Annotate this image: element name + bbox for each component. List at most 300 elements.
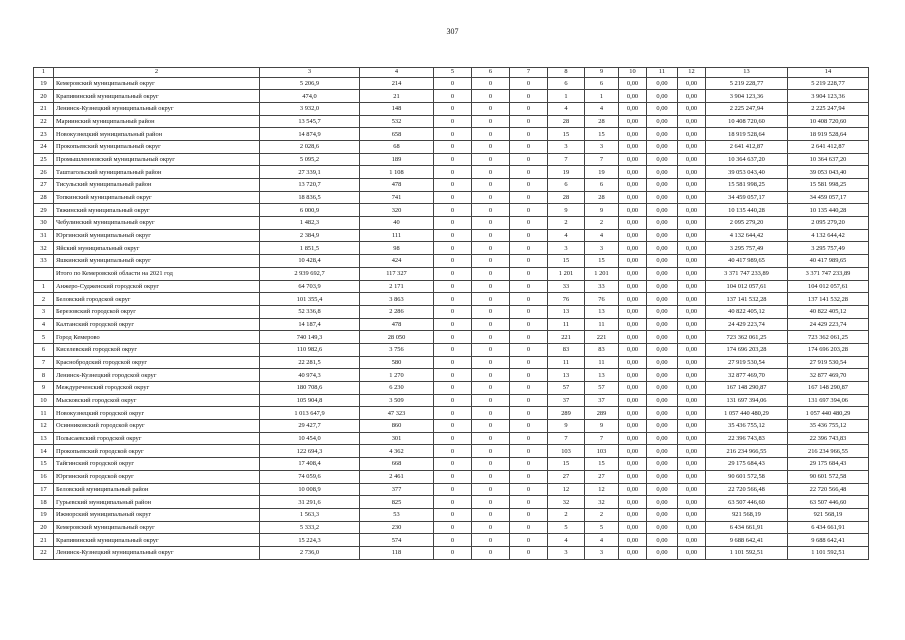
table-row (34, 508, 869, 521)
table-cell: 11 (548, 356, 585, 369)
table-cell: 40 822 405,12 (788, 305, 869, 318)
table-cell: 0 (510, 115, 548, 128)
table-cell: 0 (434, 90, 472, 103)
row-name-cell: Топкинский муниципальный округ (54, 191, 260, 204)
table-cell: 0,00 (678, 77, 706, 90)
table-cell: 0,00 (619, 382, 647, 395)
table-cell: 5 206,9 (260, 77, 360, 90)
table-cell: 0,00 (678, 458, 706, 471)
table-cell: 0,00 (619, 153, 647, 166)
table-cell: 98 (360, 242, 434, 255)
row-name-cell: Ленинск-Кузнецкий муниципальный округ (54, 546, 260, 559)
table-cell: 474,0 (260, 90, 360, 103)
table-cell: 2 939 692,7 (260, 267, 360, 280)
table-cell: 137 141 532,28 (788, 293, 869, 306)
table-cell: 29 175 684,43 (706, 458, 788, 471)
row-name-cell: Мариинский муниципальный район (54, 115, 260, 128)
table-cell: 9 688 642,41 (706, 534, 788, 547)
table-cell: 0,00 (678, 191, 706, 204)
row-number-cell: 33 (34, 255, 54, 268)
row-name-cell: Ленинск-Кузнецкий муниципальный округ (54, 102, 260, 115)
row-number-cell: 12 (34, 420, 54, 433)
table-cell: 0,00 (647, 102, 678, 115)
table-cell: 0,00 (647, 356, 678, 369)
row-name-cell: Тисульский муниципальный район (54, 179, 260, 192)
table-cell: 0,00 (678, 153, 706, 166)
table-cell: 40 417 989,65 (706, 255, 788, 268)
table-row (34, 153, 869, 166)
table-cell: 3 904 123,36 (706, 90, 788, 103)
table-cell: 27 919 530,54 (788, 356, 869, 369)
row-name-cell: Крапивинский муниципальный округ (54, 90, 260, 103)
table-cell: 57 (585, 382, 619, 395)
table-cell: 4 (548, 102, 585, 115)
row-number-cell: 6 (34, 343, 54, 356)
table-cell: 740 149,3 (260, 331, 360, 344)
table-cell: 289 (585, 407, 619, 420)
table-cell: 3 371 747 233,89 (706, 267, 788, 280)
table-cell: 10 428,4 (260, 255, 360, 268)
table-cell: 0 (472, 140, 510, 153)
table-cell: 532 (360, 115, 434, 128)
table-cell: 0,00 (678, 305, 706, 318)
row-name-cell: Таштагольский муниципальный район (54, 166, 260, 179)
table-cell: 0 (434, 420, 472, 433)
table-cell: 3 (585, 242, 619, 255)
table-cell: 105 904,8 (260, 394, 360, 407)
table-cell: 0,00 (647, 394, 678, 407)
table-cell: 3 (548, 546, 585, 559)
table-cell: 0,00 (678, 267, 706, 280)
table-cell: 0 (434, 255, 472, 268)
table-cell: 0,00 (678, 382, 706, 395)
table-cell: 0,00 (619, 445, 647, 458)
table-cell: 0 (510, 331, 548, 344)
table-cell: 6 (585, 179, 619, 192)
row-number-cell: 21 (34, 102, 54, 115)
table-row (34, 191, 869, 204)
table-cell: 18 919 528,64 (706, 128, 788, 141)
table-cell: 0,00 (647, 382, 678, 395)
table-cell: 15 581 998,25 (706, 179, 788, 192)
table-cell: 0,00 (619, 546, 647, 559)
table-cell: 0,00 (647, 458, 678, 471)
table-cell: 118 (360, 546, 434, 559)
table-row (34, 356, 869, 369)
table-cell: 289 (548, 407, 585, 420)
table-cell: 0,00 (678, 343, 706, 356)
table-cell: 424 (360, 255, 434, 268)
table-cell: 0 (434, 508, 472, 521)
table-cell: 3 (585, 140, 619, 153)
table-cell: 7 (548, 153, 585, 166)
row-number-cell: 25 (34, 153, 54, 166)
table-cell: 6 434 661,91 (706, 521, 788, 534)
table-cell: 31 291,6 (260, 496, 360, 509)
table-cell: 37 (585, 394, 619, 407)
table-cell: 0 (472, 267, 510, 280)
table-cell: 0 (472, 407, 510, 420)
table-cell: 0 (472, 229, 510, 242)
row-name-cell: Новокузнецкий муниципальный район (54, 128, 260, 141)
table-cell: 0 (510, 191, 548, 204)
table-cell: 0 (510, 166, 548, 179)
table-cell: 12 (585, 483, 619, 496)
table-cell: 3 932,0 (260, 102, 360, 115)
table-cell: 15 (585, 458, 619, 471)
table-cell: 0,00 (647, 534, 678, 547)
table-row (34, 382, 869, 395)
table-cell: 0,00 (647, 191, 678, 204)
table-cell: 63 507 446,60 (706, 496, 788, 509)
table-cell: 18 919 528,64 (788, 128, 869, 141)
table-cell: 0,00 (678, 115, 706, 128)
row-number-cell: 9 (34, 382, 54, 395)
table-cell: 47 323 (360, 407, 434, 420)
row-name-cell: Прокопьевский городской округ (54, 445, 260, 458)
column-header: 10 (619, 68, 647, 78)
table-row (34, 179, 869, 192)
table-cell: 7 (585, 153, 619, 166)
table-cell: 0,00 (619, 293, 647, 306)
table-cell: 0,00 (647, 318, 678, 331)
table-cell: 658 (360, 128, 434, 141)
table-cell: 0,00 (647, 483, 678, 496)
table-cell: 22 281,5 (260, 356, 360, 369)
table-cell: 1 270 (360, 369, 434, 382)
table-cell: 2 384,9 (260, 229, 360, 242)
table-cell: 10 008,9 (260, 483, 360, 496)
table-cell: 0,00 (678, 420, 706, 433)
table-cell: 0,00 (647, 508, 678, 521)
table-row (34, 293, 869, 306)
table-row (34, 369, 869, 382)
table-row (34, 546, 869, 559)
table-cell: 0 (434, 204, 472, 217)
table-cell: 0,00 (619, 305, 647, 318)
row-name-cell: Ленинск-Кузнецкий городской округ (54, 369, 260, 382)
table-cell: 40 974,3 (260, 369, 360, 382)
table-cell: 2 (548, 508, 585, 521)
table-cell: 2 736,0 (260, 546, 360, 559)
table-cell: 0,00 (619, 369, 647, 382)
table-cell: 0 (472, 496, 510, 509)
table-row (34, 280, 869, 293)
table-cell: 2 461 (360, 470, 434, 483)
table-cell: 0 (472, 191, 510, 204)
table-cell: 216 234 966,55 (788, 445, 869, 458)
table-cell: 15 (585, 255, 619, 268)
table-cell: 5 (548, 521, 585, 534)
row-number-cell: 16 (34, 470, 54, 483)
table-cell: 3 295 757,49 (706, 242, 788, 255)
table-cell: 1 (585, 90, 619, 103)
table-cell: 0,00 (678, 432, 706, 445)
table-cell: 921 568,19 (706, 508, 788, 521)
table-row (34, 407, 869, 420)
table-cell: 0,00 (647, 242, 678, 255)
row-name-cell: Беловский городской округ (54, 293, 260, 306)
table-cell: 13 545,7 (260, 115, 360, 128)
table-cell: 110 982,6 (260, 343, 360, 356)
table-cell: 4 (585, 534, 619, 547)
table-cell: 0 (434, 394, 472, 407)
table-cell: 0,00 (619, 343, 647, 356)
table-cell: 6 230 (360, 382, 434, 395)
row-number-cell: 14 (34, 445, 54, 458)
table-cell: 0,00 (619, 204, 647, 217)
table-cell: 1 101 592,51 (788, 546, 869, 559)
table-cell: 723 362 061,25 (788, 331, 869, 344)
table-cell: 6 000,9 (260, 204, 360, 217)
table-row (34, 420, 869, 433)
table-row (34, 458, 869, 471)
table-cell: 33 (585, 280, 619, 293)
table-cell: 0 (472, 305, 510, 318)
table-cell: 174 696 203,28 (788, 343, 869, 356)
table-cell: 0 (510, 217, 548, 230)
table-cell: 0,00 (647, 470, 678, 483)
table-cell: 0 (472, 432, 510, 445)
row-number-cell: 10 (34, 394, 54, 407)
table-cell: 723 362 061,25 (706, 331, 788, 344)
table-cell: 0 (434, 293, 472, 306)
table-cell: 1 108 (360, 166, 434, 179)
column-header: 12 (678, 68, 706, 78)
row-number-cell: 30 (34, 217, 54, 230)
table-cell: 0 (434, 343, 472, 356)
table-cell: 0 (510, 432, 548, 445)
table-cell: 0 (434, 128, 472, 141)
table-cell: 32 (548, 496, 585, 509)
table-cell: 14 874,9 (260, 128, 360, 141)
table-cell: 0 (472, 255, 510, 268)
table-cell: 0 (434, 153, 472, 166)
table-cell: 19 (548, 166, 585, 179)
table-cell: 6 (585, 77, 619, 90)
row-name-cell: Кемеровский муниципальный округ (54, 77, 260, 90)
table-cell: 0 (510, 407, 548, 420)
table-cell: 3 (548, 140, 585, 153)
table-cell: 4 132 644,42 (788, 229, 869, 242)
table-cell: 0 (434, 407, 472, 420)
table-cell: 32 877 469,70 (788, 369, 869, 382)
table-row (34, 115, 869, 128)
table-cell: 0,00 (619, 166, 647, 179)
table-cell: 0 (472, 293, 510, 306)
table-cell: 39 053 043,40 (788, 166, 869, 179)
table-cell: 0 (434, 483, 472, 496)
table-cell: 0 (434, 179, 472, 192)
row-number-cell: 20 (34, 90, 54, 103)
table-cell: 22 720 566,48 (706, 483, 788, 496)
table-cell: 0,00 (647, 280, 678, 293)
table-cell: 83 (585, 343, 619, 356)
table-cell: 0 (472, 128, 510, 141)
table-cell: 0 (472, 242, 510, 255)
row-name-cell: Мысковский городской округ (54, 394, 260, 407)
table-cell: 0 (510, 470, 548, 483)
table-row (34, 90, 869, 103)
table-cell: 4 132 644,42 (706, 229, 788, 242)
row-number-cell: 22 (34, 115, 54, 128)
table-row (34, 534, 869, 547)
table-cell: 76 (585, 293, 619, 306)
table-cell: 0,00 (647, 204, 678, 217)
table-cell: 2 225 247,94 (788, 102, 869, 115)
table-row (34, 128, 869, 141)
table-cell: 0,00 (678, 331, 706, 344)
table-cell: 0,00 (619, 318, 647, 331)
table-cell: 0,00 (619, 534, 647, 547)
table-cell: 0 (472, 280, 510, 293)
table-cell: 1 013 647,9 (260, 407, 360, 420)
table-cell: 111 (360, 229, 434, 242)
table-cell: 1 201 (548, 267, 585, 280)
column-header: 2 (54, 68, 260, 78)
row-number-cell: 29 (34, 204, 54, 217)
table-cell: 0,00 (678, 90, 706, 103)
table-cell: 5 333,2 (260, 521, 360, 534)
table-cell: 0,00 (619, 191, 647, 204)
table-cell: 0,00 (678, 293, 706, 306)
table-cell: 0 (472, 166, 510, 179)
table-cell: 2 641 412,87 (788, 140, 869, 153)
column-header: 1 (34, 68, 54, 78)
table-cell: 131 697 394,06 (706, 394, 788, 407)
table-cell: 0,00 (619, 128, 647, 141)
table-cell: 5 095,2 (260, 153, 360, 166)
table-cell: 13 (548, 305, 585, 318)
table-cell: 0,00 (647, 445, 678, 458)
table-cell: 0,00 (619, 217, 647, 230)
row-number-cell: 17 (34, 483, 54, 496)
row-number-cell: 4 (34, 318, 54, 331)
row-name-cell: Междуреченский городской округ (54, 382, 260, 395)
table-row (34, 102, 869, 115)
table-cell: 137 141 532,28 (706, 293, 788, 306)
table-cell: 17 408,4 (260, 458, 360, 471)
table-cell: 0 (472, 90, 510, 103)
table-cell: 35 436 755,12 (706, 420, 788, 433)
table-cell: 0 (434, 546, 472, 559)
table-cell: 0,00 (678, 102, 706, 115)
row-name-cell: Березовский городской округ (54, 305, 260, 318)
table-cell: 40 (360, 217, 434, 230)
table-cell: 122 694,3 (260, 445, 360, 458)
table-cell: 0 (510, 420, 548, 433)
table-cell: 0 (472, 521, 510, 534)
table-cell: 0 (434, 331, 472, 344)
table-cell: 9 688 642,41 (788, 534, 869, 547)
table-cell: 27 919 530,54 (706, 356, 788, 369)
table-cell: 0,00 (619, 77, 647, 90)
table-cell: 3 509 (360, 394, 434, 407)
table-cell: 7 (548, 432, 585, 445)
table-cell: 0,00 (678, 546, 706, 559)
table-cell: 1 201 (585, 267, 619, 280)
table-cell: 0 (434, 305, 472, 318)
table-cell: 5 (585, 521, 619, 534)
table-cell: 221 (548, 331, 585, 344)
row-number-cell: 31 (34, 229, 54, 242)
row-name-cell: Яшкинский муниципальный округ (54, 255, 260, 268)
table-cell: 1 101 592,51 (706, 546, 788, 559)
column-header: 13 (706, 68, 788, 78)
table-cell: 2 641 412,87 (706, 140, 788, 153)
column-header: 14 (788, 68, 869, 78)
table-cell: 0,00 (647, 521, 678, 534)
table-cell: 0 (510, 382, 548, 395)
table-cell: 189 (360, 153, 434, 166)
table-cell: 574 (360, 534, 434, 547)
table-cell: 28 (585, 191, 619, 204)
table-cell: 32 877 469,70 (706, 369, 788, 382)
table-cell: 34 459 057,17 (706, 191, 788, 204)
table-cell: 9 (548, 204, 585, 217)
table-cell: 180 708,6 (260, 382, 360, 395)
row-number-cell: 32 (34, 242, 54, 255)
table-cell: 0 (434, 369, 472, 382)
table-cell: 825 (360, 496, 434, 509)
table-cell: 0 (472, 420, 510, 433)
table-cell: 0,00 (619, 280, 647, 293)
table-cell: 0 (510, 128, 548, 141)
row-number-cell: 7 (34, 356, 54, 369)
table-cell: 921 568,19 (788, 508, 869, 521)
table-cell: 3 863 (360, 293, 434, 306)
table-cell: 377 (360, 483, 434, 496)
table-body (34, 77, 869, 559)
table-cell: 5 219 228,77 (788, 77, 869, 90)
row-name-cell: Тяжинский муниципальный округ (54, 204, 260, 217)
table-cell: 0 (472, 534, 510, 547)
table-cell: 0 (434, 280, 472, 293)
row-name-cell: Яйский муниципальный округ (54, 242, 260, 255)
table-cell: 0 (510, 521, 548, 534)
table-cell: 0,00 (619, 458, 647, 471)
table-cell: 4 (548, 229, 585, 242)
column-header: 5 (434, 68, 472, 78)
table-cell: 0 (472, 217, 510, 230)
table-cell: 0 (510, 242, 548, 255)
table-cell: 0 (434, 217, 472, 230)
column-header: 3 (260, 68, 360, 78)
table-cell: 0 (472, 179, 510, 192)
table-cell: 104 012 057,61 (788, 280, 869, 293)
table-cell: 0 (434, 534, 472, 547)
table-cell: 0 (472, 470, 510, 483)
row-name-cell: Беловский муниципальный район (54, 483, 260, 496)
table-cell: 0 (434, 267, 472, 280)
table-cell: 104 012 057,61 (706, 280, 788, 293)
table-row (34, 432, 869, 445)
table-cell: 0,00 (678, 521, 706, 534)
table-cell: 11 (548, 318, 585, 331)
table-cell: 37 (548, 394, 585, 407)
table-cell: 0,00 (619, 255, 647, 268)
table-cell: 11 (585, 318, 619, 331)
table-cell: 117 327 (360, 267, 434, 280)
table-cell: 0,00 (678, 445, 706, 458)
table-cell: 34 459 057,17 (788, 191, 869, 204)
table-cell: 0,00 (647, 77, 678, 90)
table-cell: 10 364 637,20 (788, 153, 869, 166)
table-cell: 28 (548, 115, 585, 128)
table-cell: 13 (585, 305, 619, 318)
table-cell: 15 581 998,25 (788, 179, 869, 192)
table-cell: 15 (585, 128, 619, 141)
